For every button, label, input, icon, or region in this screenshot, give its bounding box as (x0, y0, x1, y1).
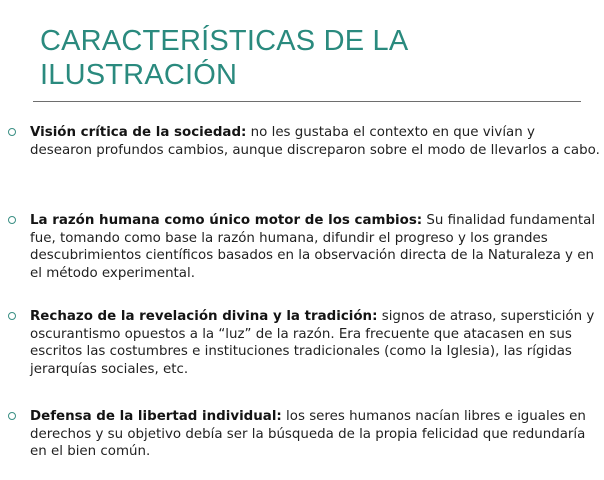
list-item-heading: La razón humana como único motor de los cambios: (30, 213, 423, 228)
list-item-text (30, 212, 600, 282)
list-item-body: Su finalidad fundamental fue, tomando como base la razón humana, difundir el progreso y los grandes descubrimientos científicos basados en la observación directa de la Naturaleza y en el método experimental. (30, 213, 596, 281)
hollow-circle-bullet-icon (8, 412, 16, 420)
hollow-circle-bullet-icon (8, 216, 16, 224)
list-item-heading: Defensa de la libertad individual: (30, 409, 282, 424)
hollow-circle-bullet-icon (8, 128, 16, 136)
list-item-text (30, 408, 600, 461)
list-item-body: signos de atraso, superstición y oscurantismo opuestos a la “luz” de la razón. Era frecuente que atacasen en sus escritos las costumbres e instituciones tradicionales (como la Iglesia), las rígidas jerarquías sociales, etc. (30, 309, 595, 377)
hollow-circle-bullet-icon (8, 312, 16, 320)
list-item-body: no les gustaba el contexto en que vivían y desearon profundos cambios, aunque discreparon sobre el modo de llevarlos a cabo. (30, 125, 600, 158)
list-item-text (30, 308, 600, 378)
title-divider (33, 101, 581, 102)
list-item-heading: Visión crítica de la sociedad: (30, 125, 247, 140)
slide-title: CARACTERÍSTICAS DE LA ILUSTRACIÓN (40, 25, 407, 91)
list-item-heading: Rechazo de la revelación divina y la tradición: (30, 309, 378, 324)
list-item-text (30, 124, 600, 159)
list-item-body: los seres humanos nacían libres e iguales en derechos y su objetivo debía ser la búsqueda de la propia felicidad que redundaría en el bien común. (30, 409, 586, 459)
